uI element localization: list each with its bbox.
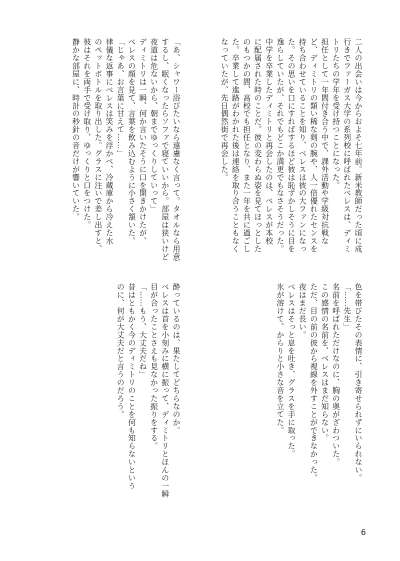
lower-right-text: 色を帯びたその表情に、引き寄せられずにいられない。 「……先生」 名前を呼ばれただけなのに、胸の奥がざわついた。 この感情の名前を、ベレスはまだ知らない。 ただ、目の前の彼から視線を外すことができなかった。 夜はまだ長い。 ベレスはそっと息を吐き、グラスを手に取った。 氷が溶けて、からりと小さな音を立てた。 xyxy=(275,283,363,482)
page-number: 6 xyxy=(360,528,366,537)
upper-left-text: 「あ、シャワー浴びたいなら遠慮なく言って。タオルなら用意 するし、眠くなったらソファで寝ていいから。部屋は狭いけど 夜道は危ないから、朝までゆっくりしていって」 ディミトリは一瞬、何か言いたそうに口を開きかけたが、 ベレスの顔を見て、言葉を飲み込むように小さく頷いた。 「じゃあ、お言葉に甘えて……」 律儀な返事にベレスは笑みを浮かべ、冷蔵庫から冷えた水 のペットボトルを取り出した。グラスに注いで差し出すと、 彼はそれを両手で受け取り、ゆっくりと口をつけた。 静かな部屋に、時計の秒針の音だけが響いていた。 xyxy=(71,38,181,261)
upper-right-text: 二人の出会いは今からおよそ七年前。新米教師だった頃に成 行きでファーガス大学の系列校に呼ばれたベレスは、ディミ トリたちの学年を受け持つことになった。 担任として一年間付き合う中で、課外活動や学級対抗戦な ど、ディミトリの類い稀な剣の腕や、人一倍優れたセンスを 持ち合わせていることを知り、ベレスは彼の大ファンになっ た。その思いを口にすればするほど彼は恥ずかしそうに目を 逸らしていたが、それでもどこか満更でもなさそうだった。 中学を卒業したディミトリと再会したのは、ベレスが本校 に配属された時のことだ。彼の変わらぬ姿を見てほっとした のもつかの間、高校でも担任となり、また一年を共に過ごし た。卒業して進路がわかれた後は連絡を取り合うこともなく なっていたが、先日偶然街で再会した。 xyxy=(220,38,363,253)
lower-left-text: 酔っているのは、果たしてどちらなのか。 ベレスは首を小刻みに横に振って、ディミトリとほんの一瞬 目が合ったことさえも見なかった振りをする。 「……もう、大丈夫だね」 昔はともかく今のディミトリのことを何も知らないという のに、何が大丈夫だと言うのだろう。 xyxy=(116,283,181,498)
